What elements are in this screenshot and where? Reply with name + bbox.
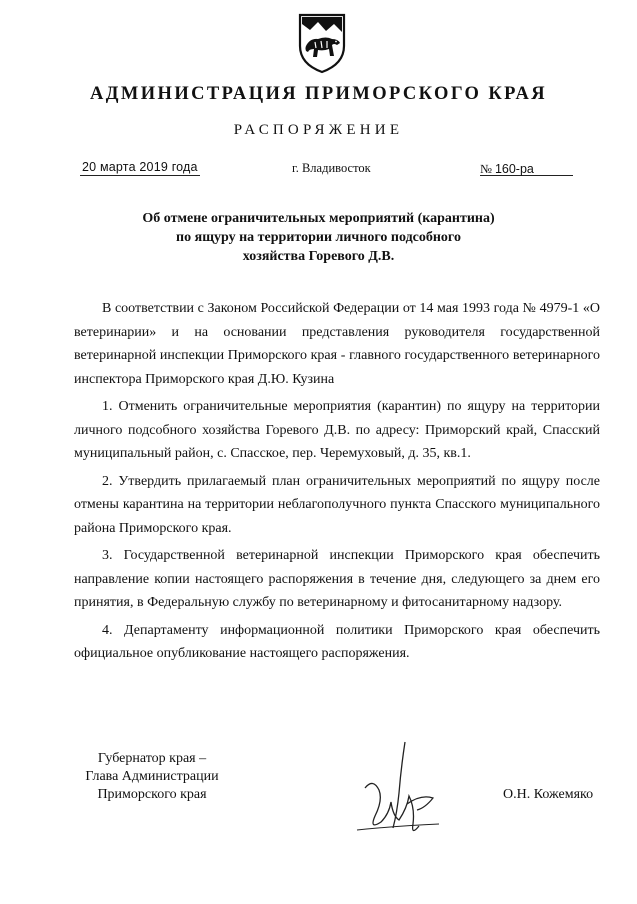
signer-name: О.Н. Кожемяко bbox=[503, 787, 594, 802]
decree-body bbox=[74, 297, 600, 666]
clause-4: 4. Департаменту информационной политики Приморского края обеспечить официальное опубликование настоящего распоряжения. bbox=[74, 622, 600, 661]
number-sign: № bbox=[480, 162, 492, 176]
decree-subject bbox=[0, 209, 637, 266]
position-line: Глава Администрации bbox=[85, 769, 219, 784]
subject-line: хозяйства Горевого Д.В. bbox=[242, 249, 395, 264]
position-line: Приморского края bbox=[97, 787, 207, 802]
organization-title: АДМИНИСТРАЦИЯ ПРИМОРСКОГО КРАЯ bbox=[89, 84, 548, 104]
clause-1: 1. Отменить ограничительные мероприятия (карантин) по ящуру на территории личного подсобного хозяйства Горевого Д.В. по адресу: Приморский край, Спасский муниципальный район, с. Спасское, пер. Черемуховый, д. 35, кв.1. bbox=[74, 399, 600, 461]
signatory-position bbox=[76, 750, 228, 804]
subject-line: по ящуру на территории личного подсобного bbox=[176, 230, 461, 245]
clause-3: 3. Государственной ветеринарной инспекции Приморского края обеспечить направление копии настоящего распоряжения в течение дня, следующего за днем его принятия, в Федеральную службу по ветеринарному и фитосанитарному надзору. bbox=[74, 548, 600, 610]
subject-line: Об отмене ограничительных мероприятий (карантина) bbox=[142, 211, 495, 226]
date-underline bbox=[80, 175, 200, 176]
decree-number bbox=[480, 160, 573, 176]
decree-city: г. Владивосток bbox=[292, 161, 371, 175]
number-value: 160-ра bbox=[494, 162, 534, 176]
position-line: Губернатор края – bbox=[97, 751, 207, 766]
clause-2: 2. Утвердить прилагаемый план ограничительных мероприятий по ящуру после отмены карантина на территории неблагополучного пункта Спасского муниципального района Приморского края. bbox=[74, 473, 600, 536]
coat-of-arms-icon bbox=[296, 12, 348, 74]
handwritten-signature-icon bbox=[355, 738, 445, 838]
decree-date: 20 марта 2019 года bbox=[82, 160, 198, 174]
document-type: РАСПОРЯЖЕНИЕ bbox=[233, 122, 404, 138]
preamble-paragraph: В соответствии с Законом Российской Федерации от 14 мая 1993 года № 4979-1 «О ветеринарии» и на основании представления руководителя государственной ветеринарной инспекции Приморского края - главного государственного ветеринарного инспектора Приморского края Д.Ю. Кузина bbox=[74, 301, 600, 387]
